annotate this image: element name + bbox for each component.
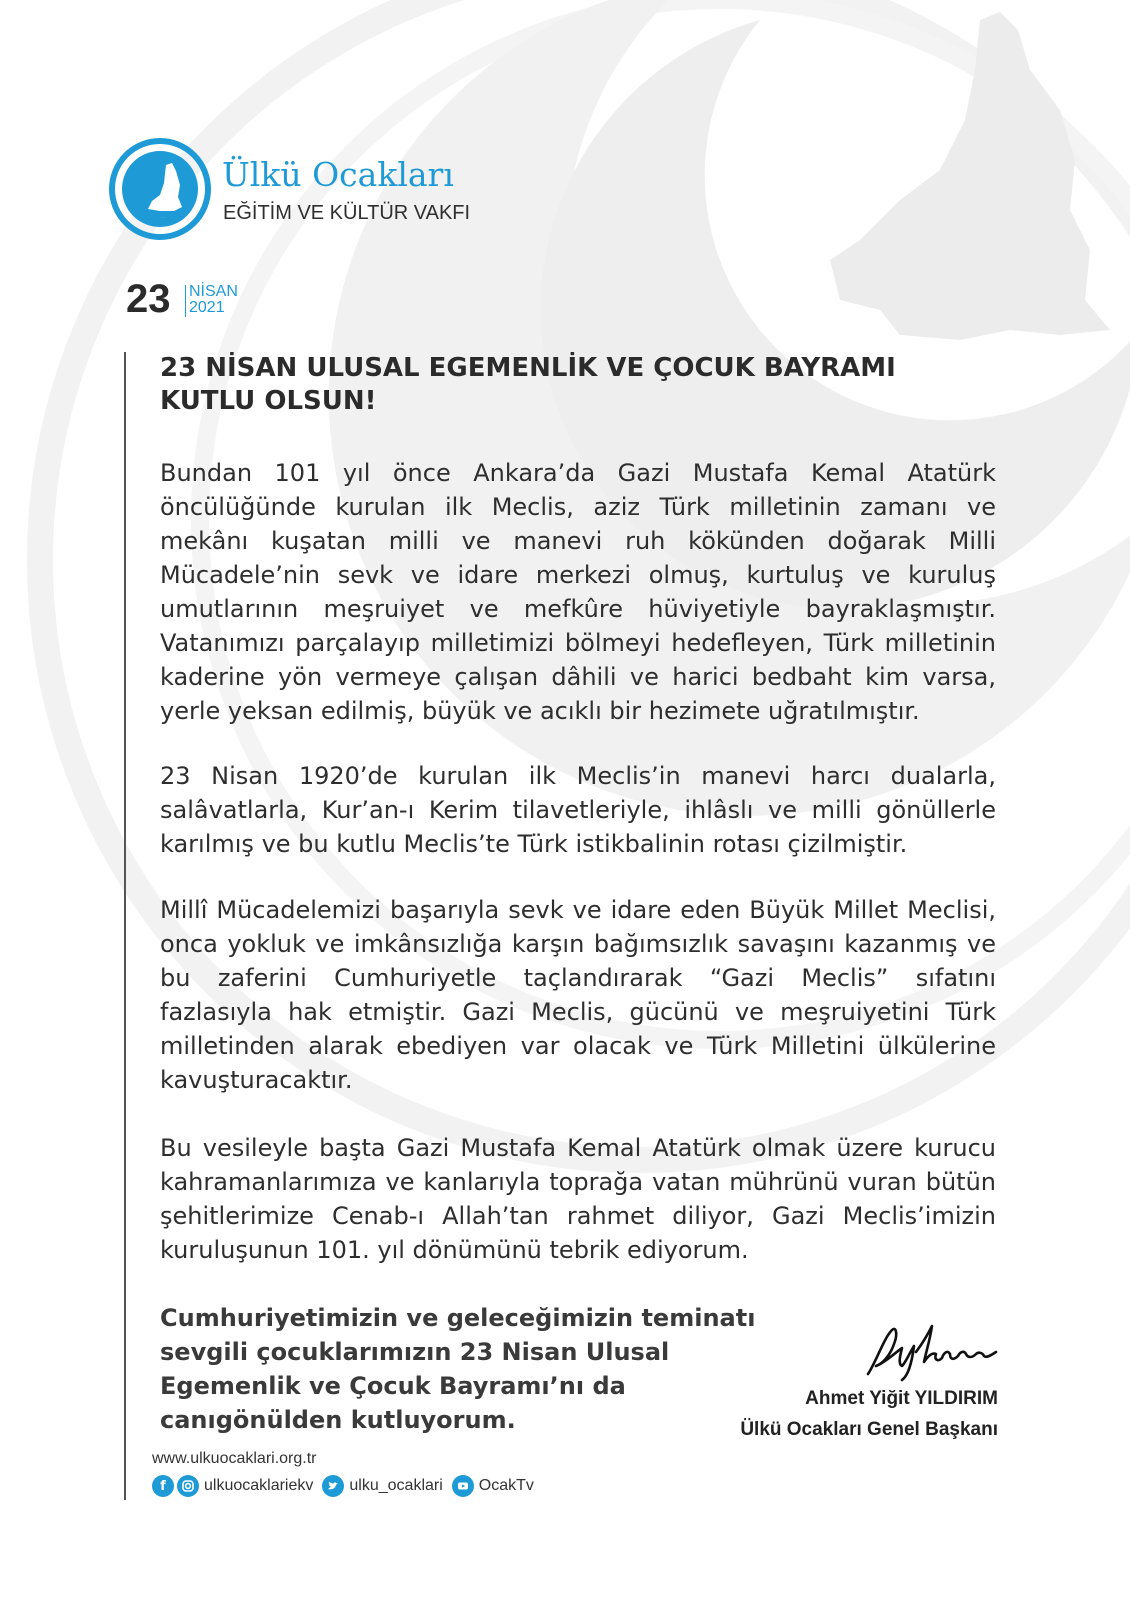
date-day: 23 — [126, 277, 171, 321]
signer-name: Ahmet Yiğit YILDIRIM — [805, 1388, 998, 1409]
date-year: 2021 — [189, 299, 225, 316]
twitter-handle[interactable]: ulku_ocaklari — [349, 1477, 443, 1494]
twitter-icon[interactable] — [322, 1475, 344, 1497]
content-rule — [124, 352, 126, 1500]
wolf-emblem-icon — [108, 137, 212, 241]
instagram-handle[interactable]: ulkuocaklariekv — [204, 1477, 314, 1494]
youtube-handle[interactable]: OcakTv — [478, 1477, 534, 1494]
date-divider — [185, 285, 186, 317]
brand-name: Ülkü Ocakları — [222, 155, 454, 194]
paragraph-4: Bu vesileyle başta Gazi Mustafa Kemal Atatürk olmak üzere kurucu kahramanlarımıza ve kanlarıyla toprağa vatan mührünü vuran bütün şehitlerimize Cenab-ı Allah’tan rahmet diliyor, Gazi Meclis’imizin kuruluşunun 101. yıl dönümünü tebrik ediyorum. — [160, 1134, 996, 1264]
facebook-icon[interactable]: f — [152, 1475, 174, 1497]
brand-logo — [108, 137, 508, 241]
date-badge — [126, 277, 256, 321]
paragraph-1: Bundan 101 yıl önce Ankara’da Gazi Mustafa Kemal Atatürk öncülüğünde kurulan ilk Meclis, aziz Türk milletinin zamanı ve mekânı kuşatan milli ve manevi ruh kökünden doğarak Milli Mücadele’nin sevk ve idare merkezi olmuş, kurtuluş ve kuruluş umutlarının meşruiyet ve mefkûre hüviyetiyle bayraklaşmıştır. Vatanımızı parçalayıp milletimizi bölmeyi hedefleyen, Türk milletinin kaderine yön vermeye çalışan dâhili ve harici bedbaht kim varsa, yerle yeksan edilmiş, büyük ve acıklı bir hezimete uğratılmıştır. — [160, 459, 996, 725]
paragraph-3: Millî Mücadelemizi başarıyla sevk ve idare eden Büyük Millet Meclisi, onca yokluk ve imkânsızlığa karşın bağımsızlık savaşını kazanmış ve bu zaferini Cumhuriyetle taçlandırarak “Gazi Meclis” sıfatını fazlasıyla hak etmiştir. Gazi Meclis, gücünü ve meşruiyetini Türk milletinden alarak ebediyen var olacak ve Türk Milletini ülkülerine kavuşturacaktır. — [160, 896, 996, 1094]
signer-title: Ülkü Ocakları Genel Başkanı — [740, 1419, 998, 1440]
closing-message: Cumhuriyetimizin ve geleceğimizin teminatı sevgili çocuklarımızın 23 Nisan Ulusal Egemenlik ve Çocuk Bayramı’nı da canıgönülden kutluyorum. — [160, 1304, 756, 1434]
website-link[interactable]: www.ulkuocaklari.org.tr — [152, 1450, 317, 1467]
brand-subtitle: EĞİTİM VE KÜLTÜR VAKFI — [223, 202, 471, 224]
social-links — [152, 1473, 543, 1499]
signature — [862, 1322, 1002, 1382]
instagram-icon[interactable] — [177, 1475, 199, 1497]
paragraph-2: 23 Nisan 1920’de kurulan ilk Meclis’in manevi harcı dualarla, salâvatlarla, Kur’an-ı Kerim tilavetleriyle, ihlâslı ve milli gönüllerle karılmış ve bu kutlu Meclis’te Türk istikbalinin rotası çizilmiştir. — [160, 762, 996, 858]
headline: 23 NİSAN ULUSAL EGEMENLİK VE ÇOCUK BAYRAMI KUTLU OLSUN! — [160, 353, 896, 416]
youtube-icon[interactable] — [452, 1475, 474, 1497]
date-month: NİSAN — [189, 283, 238, 300]
